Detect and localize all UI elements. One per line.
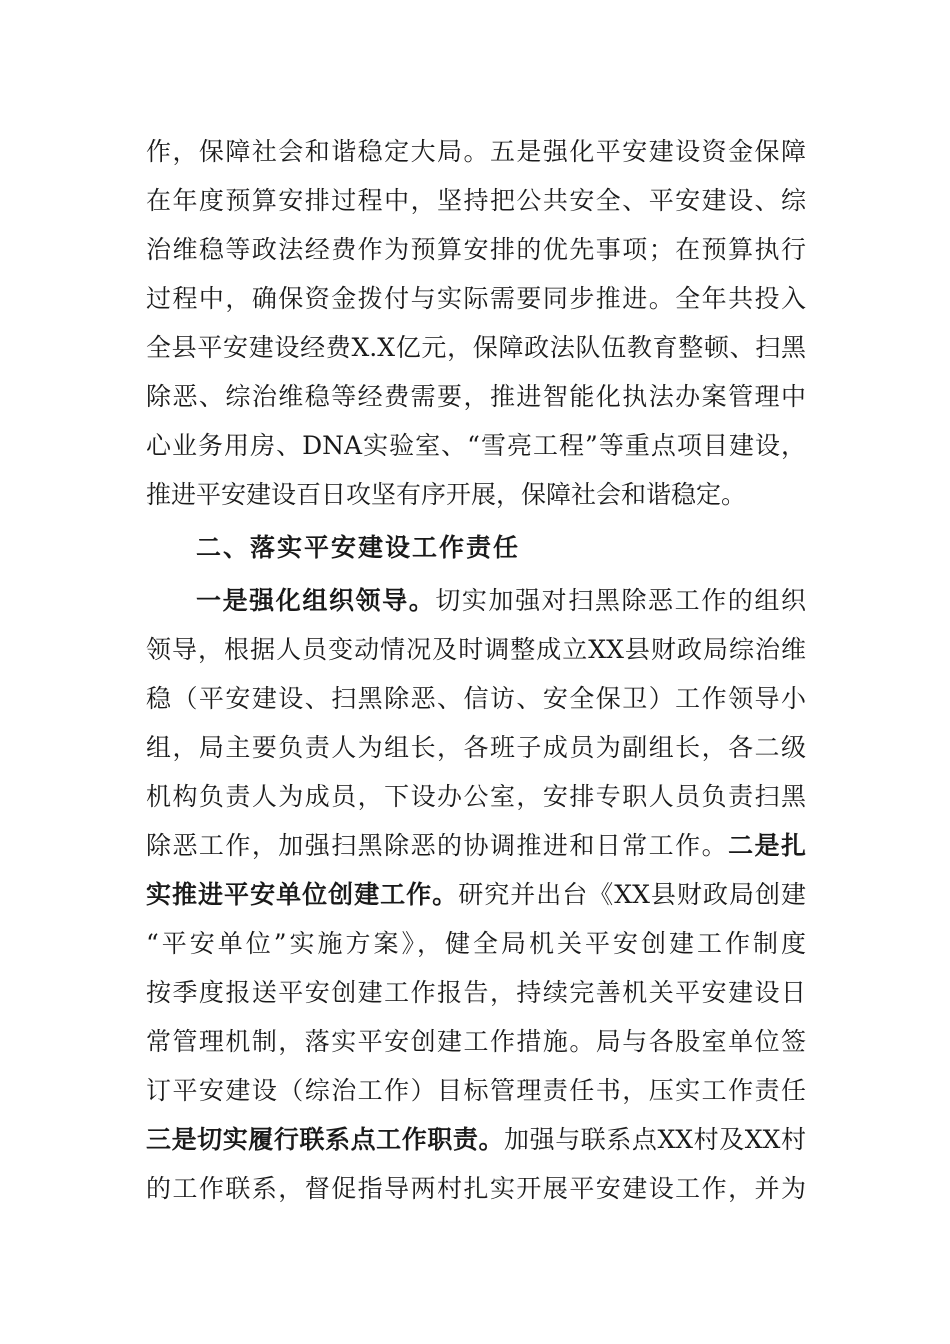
- body-text-span: 加强与联系点XX村及XX村: [504, 1125, 806, 1154]
- body-text-line: 组，局主要负责人为组长，各班子成员为副组长，各二级: [146, 733, 806, 762]
- bold-lead-phrase: 一是强化组织领导。: [196, 586, 436, 615]
- body-text-line: 稳（平安建设、扫黑除恶、信访、安全保卫）工作领导小: [146, 684, 806, 713]
- body-text-line: 的工作联系，督促指导两村扎实开展平安建设工作，并为: [146, 1174, 806, 1203]
- body-text-line: 按季度报送平安创建工作报告，持续完善机关平安建设日: [146, 978, 806, 1007]
- body-text-line: 常管理机制，落实平安创建工作措施。局与各股室单位签: [146, 1027, 806, 1056]
- body-text-span: 除恶工作，加强扫黑除恶的协调推进和日常工作。: [146, 831, 729, 860]
- body-text-line: 在年度预算安排过程中，坚持把公共安全、平安建设、综: [146, 186, 806, 215]
- body-text-line: 推进平安建设百日攻坚有序开展，保障社会和谐稳定。: [146, 480, 747, 509]
- body-text-line: [146, 875, 806, 915]
- body-text-line: 作，保障社会和谐稳定大局。五是强化平安建设资金保障: [146, 137, 806, 166]
- body-text-span: 切实加强对扫黑除恶工作的组织: [435, 586, 806, 615]
- body-text-line: 订平安建设（综治工作）目标管理责任书，压实工作责任: [146, 1076, 806, 1105]
- body-text-line: 治维稳等政法经费作为预算安排的优先事项；在预算执行: [146, 235, 806, 264]
- body-text-line: 机构负责人为成员，下设办公室，安排专职人员负责扫黑: [146, 782, 806, 811]
- bold-lead-phrase: 实推进平安单位创建工作。: [146, 880, 459, 909]
- body-text-line: 领导，根据人员变动情况及时调整成立XX县财政局综治维: [146, 635, 806, 664]
- body-text-line: 心业务用房、DNA实验室、“雪亮工程”等重点项目建设，: [146, 431, 806, 460]
- bold-lead-phrase: 二是扎: [728, 831, 806, 860]
- body-text-line: [146, 1120, 806, 1160]
- body-text-line: “平安单位”实施方案》，健全局机关平安创建工作制度: [146, 929, 806, 958]
- body-text-line: 过程中，确保资金拨付与实际需要同步推进。全年共投入: [146, 284, 806, 313]
- bold-lead-phrase: 三是切实履行联系点工作职责。: [146, 1125, 505, 1154]
- body-text-span: 研究并出台《XX县财政局创建: [458, 880, 806, 909]
- section-heading: 二、落实平安建设工作责任: [196, 533, 521, 562]
- body-text-line: [196, 581, 806, 621]
- body-text-line: 全县平安建设经费X.X亿元，保障政法队伍教育整顿、扫黑: [146, 333, 806, 362]
- body-text-line: 除恶、综治维稳等经费需要，推进智能化执法办案管理中: [146, 382, 806, 411]
- body-text-line: [146, 826, 806, 866]
